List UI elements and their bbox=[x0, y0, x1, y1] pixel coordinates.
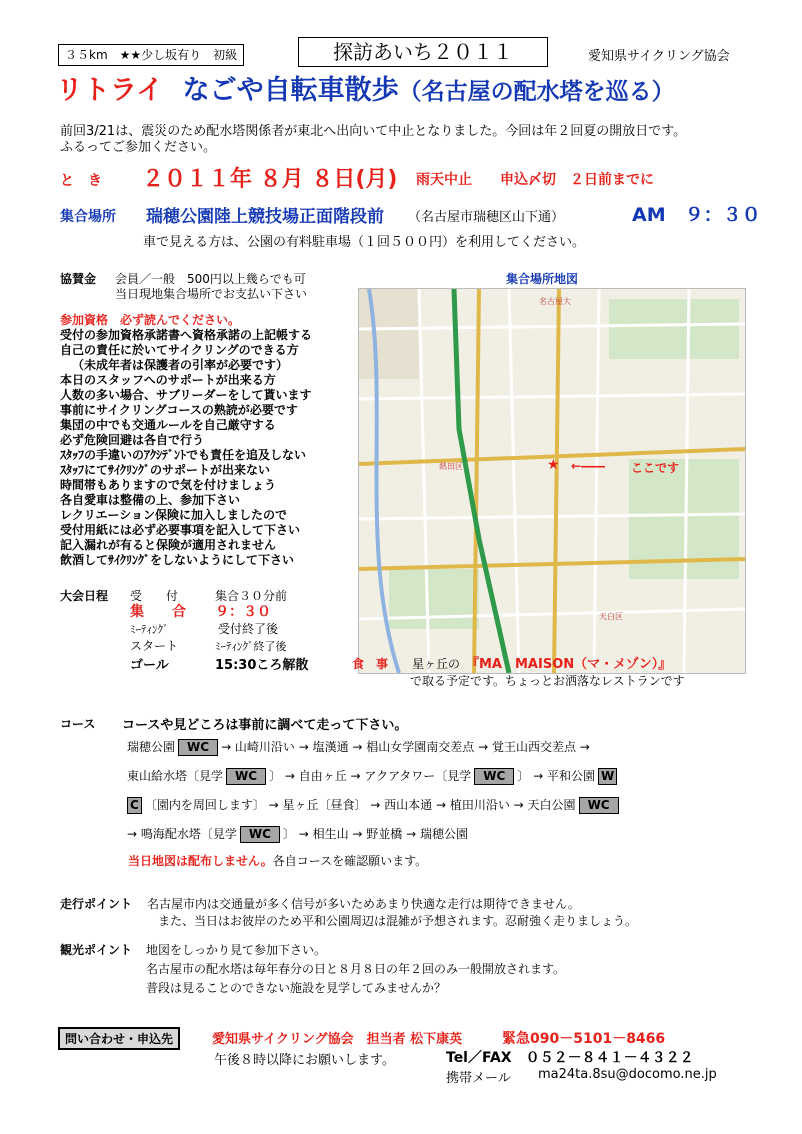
course-stop: 〕 → 平和公園 bbox=[517, 769, 595, 783]
schedule-value: 受付終了後 bbox=[218, 622, 279, 636]
map-distribution-note bbox=[128, 852, 427, 869]
eligibility-item: 受付の参加資格承諾書へ資格承諾の上記帳する bbox=[60, 328, 313, 342]
riding-label: 走行ポイント bbox=[60, 897, 133, 911]
schedule-value: 集合３０分前 bbox=[215, 589, 288, 603]
map-title: 集合場所地図 bbox=[506, 272, 579, 286]
place-label: 集合場所 bbox=[60, 209, 116, 225]
riding-line-2: また、当日はお彼岸のため平和公園周辺は混雑が予想されます。忍耐強く走りましょう。 bbox=[158, 914, 638, 928]
map-note-red: 当日地図は配布しません。 bbox=[128, 854, 273, 868]
wc-badge: WC bbox=[240, 826, 280, 843]
organizer-name: 愛知県サイクリング協会 bbox=[588, 49, 730, 64]
course-stop: 〕 → 相生山 → 野並橋 → 瑞穂公園 bbox=[282, 827, 468, 841]
rain-policy: 雨天中止 bbox=[416, 172, 472, 188]
schedule-key: ﾐｰﾃｨﾝｸﾞ bbox=[130, 623, 169, 636]
schedule-key: 集 合 bbox=[130, 604, 186, 620]
sight-line-2: 名古屋市の配水塔は毎年春分の日と８月８日の年２回のみ一般開放されます。 bbox=[146, 962, 566, 976]
eligibility-item: レクリエーション保険に加入しましたので bbox=[60, 508, 288, 522]
eligibility-item: 人数の多い場合、サブリーダーをして貰います bbox=[60, 388, 312, 402]
wc-badge: WC bbox=[226, 768, 266, 785]
course-note: コースや見どころは事前に調べて走って下さい。 bbox=[122, 718, 408, 733]
course-stop: 〕 → 自由ヶ丘 → アクアタワー〔見学 bbox=[269, 769, 472, 783]
title-main: なごや自転車散歩 bbox=[182, 75, 399, 106]
eligibility-item: 集団の中でも交通ルールを自己厳守する bbox=[60, 418, 276, 432]
venue-address: （名古屋市瑞穂区山下通） bbox=[408, 210, 565, 225]
fee-line-2: 当日現地集合場所でお支払い下さい bbox=[115, 287, 308, 301]
eligibility-item: 各自愛車は整備の上、参加下さい bbox=[60, 493, 241, 507]
contact-email[interactable]: ma24ta.8su@docomo.ne.jp bbox=[538, 1067, 717, 1082]
schedule-key: スタート bbox=[130, 639, 179, 653]
restaurant-name: 『MA MAISON（マ・メゾン）』 bbox=[466, 657, 672, 672]
svg-text:熱田区: 熱田区 bbox=[439, 462, 463, 471]
eligibility-item: 事前にサイクリングコースの熟読が必要です bbox=[60, 403, 298, 417]
wc-badge: WC bbox=[178, 739, 218, 756]
eligibility-item: （未成年者は保護者の引率が必要です） bbox=[72, 358, 289, 372]
sight-label: 観光ポイント bbox=[60, 943, 133, 957]
map-image bbox=[359, 289, 745, 673]
schedule-value: ﾐｰﾃｨﾝｸﾞ終了後 bbox=[215, 640, 287, 653]
course-stop: 東山給水塔〔見学 bbox=[127, 769, 224, 783]
eligibility-item: ｽﾀｯﾌの手違いのｱｸｼﾃﾞﾝﾄでも責任を追及しない bbox=[60, 448, 307, 462]
intro-line-1: 前回3/21は、震災のため配水塔関係者が東北へ出向いて中止となりました。今回は年２回夏の開放日です。 bbox=[60, 124, 687, 139]
meeting-place-map bbox=[358, 288, 746, 674]
wc-badge-split: W bbox=[598, 768, 617, 785]
schedule-key: 受 付 bbox=[130, 589, 179, 603]
course-line-4 bbox=[127, 825, 468, 843]
mobile-label: 携帯メール bbox=[446, 1071, 511, 1086]
eligibility-item: 時間帯もありますので気を付けましょう bbox=[60, 478, 277, 492]
here-star-icon: ★ bbox=[547, 457, 560, 473]
course-line-3 bbox=[127, 796, 622, 814]
wc-badge: WC bbox=[474, 768, 514, 785]
wc-badge: WC bbox=[579, 797, 619, 814]
course-stop: → 鳴海配水塔〔見学 bbox=[127, 827, 237, 841]
meeting-time: AM ９：３０ bbox=[632, 204, 761, 226]
schedule-value: 15:30ころ解散 bbox=[215, 658, 309, 673]
schedule-value: ９：３０ bbox=[215, 604, 271, 620]
intro-line-2: ふるってご参加ください。 bbox=[60, 140, 217, 155]
level-badge: ３５km ★★少し坂有り 初級 bbox=[58, 44, 244, 66]
meal-text: 星ヶ丘の bbox=[412, 657, 461, 671]
eligibility-item: 本日のスタッフへのサポートが出来る方 bbox=[60, 373, 276, 387]
meal-text-2: で取る予定です。ちょっとお洒落なレストランです bbox=[410, 674, 685, 688]
here-arrow: ←―― bbox=[571, 459, 606, 473]
retry-label: リトライ bbox=[56, 75, 164, 106]
eligibility-item: 自己の責任に於いてサイクリングのできる方 bbox=[60, 343, 299, 357]
event-title bbox=[56, 74, 675, 109]
svg-text:天白区: 天白区 bbox=[599, 612, 623, 621]
sight-line-1: 地図をしっかり見て参加下さい。 bbox=[146, 943, 327, 957]
course-stop: 瑞穂公園 bbox=[127, 740, 176, 754]
course-stop: → 山崎川沿い → 塩漢通 → 椙山女学園南交差点 → 覚王山西交差点 → bbox=[221, 740, 590, 754]
emergency-phone: 緊急090－5101－8466 bbox=[502, 1031, 666, 1047]
course-stop: 〔園内を周回します〕 → 星ヶ丘〔昼食〕 → 西山本通 → 植田川沿い → 天白公園 bbox=[144, 798, 576, 812]
eligibility-item: 必ず危険回避は各自で行う bbox=[60, 433, 205, 447]
when-label: と き bbox=[60, 173, 102, 189]
fee-line-1: 会員／一般 500円以上幾らでも可 bbox=[115, 272, 306, 286]
riding-line-1: 名古屋市内は交通量が多く信号が多いためあまり快適な走行は期待できません。 bbox=[147, 897, 580, 911]
contact-hours: 午後８時以降にお願いします。 bbox=[214, 1053, 395, 1068]
course-line-1 bbox=[127, 738, 590, 756]
wc-badge-split: C bbox=[127, 797, 142, 814]
svg-text:名古屋大: 名古屋大 bbox=[539, 297, 571, 306]
schedule-key: ゴール bbox=[130, 658, 169, 673]
here-label: ここです bbox=[631, 461, 680, 475]
parking-note: 車で見える方は、公園の有料駐車場（１回５００円）を利用してください。 bbox=[143, 235, 586, 250]
eligibility-item: 飲酒してｻｲｸﾘﾝｸﾞをしないようにして下さい bbox=[60, 553, 295, 567]
series-title: 探訪あいち２０１１ bbox=[298, 37, 548, 67]
contact-label: 問い合わせ・申込先 bbox=[58, 1027, 180, 1050]
fee-label: 協賛金 bbox=[60, 272, 97, 286]
eligibility-item: ｽﾀｯﾌにてｻｲｸﾘﾝｸﾞのサポートが出来ない bbox=[60, 463, 271, 477]
schedule-label: 大会日程 bbox=[60, 589, 109, 603]
course-label: コース bbox=[60, 717, 96, 731]
course-line-2 bbox=[127, 767, 620, 785]
eligibility-title: 参加資格 必ず読んでください。 bbox=[60, 313, 241, 327]
eligibility-item: 記入漏れが有ると保険が適用されません bbox=[60, 538, 277, 552]
event-date: ２０１１年 ８月 ８日(月) bbox=[142, 167, 398, 192]
meeting-venue: 瑞穂公園陸上競技場正面階段前 bbox=[146, 207, 384, 227]
application-deadline: 申込〆切 ２日前までに bbox=[500, 172, 654, 188]
contact-tel: Tel／FAX ０５２－８４１－４３２２ bbox=[446, 1050, 694, 1066]
title-sub: （名古屋の配水塔を巡る） bbox=[398, 79, 675, 105]
contact-org: 愛知県サイクリング協会 担当者 松下康英 bbox=[212, 1032, 463, 1047]
sight-line-3: 普段は見ることのできない施設を見学してみませんか？ bbox=[146, 981, 447, 995]
eligibility-item: 受付用紙には必ず必要事項を記入して下さい bbox=[60, 523, 301, 537]
map-note-rest: 各自コースを確認願います。 bbox=[272, 854, 428, 868]
meal-label: 食 事 bbox=[352, 657, 389, 671]
